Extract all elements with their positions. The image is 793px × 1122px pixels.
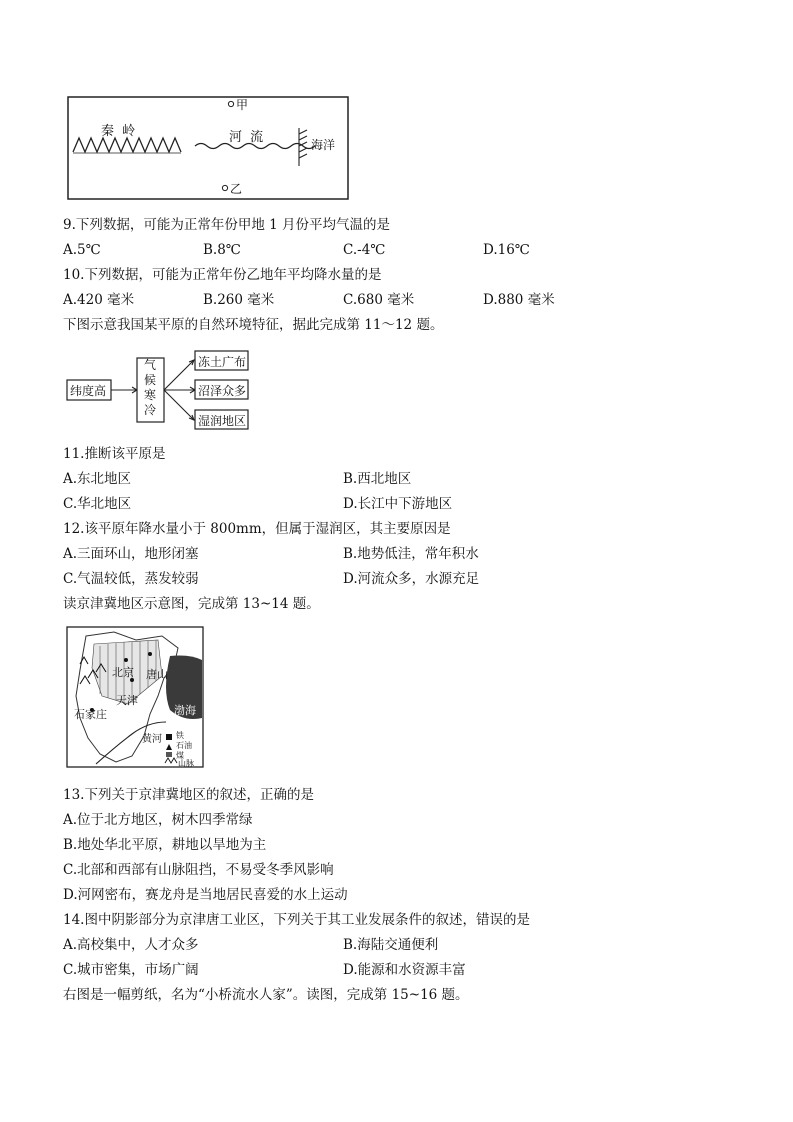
flow-middle-char-4: 冷 [144,403,157,417]
q11-option-b: B.西北地区 [343,471,412,487]
map-label-beijing: 北京 [112,666,134,679]
q9-option-b: B.8℃ [203,242,241,258]
q10-option-d: D.880 毫米 [483,292,555,308]
figure-qinling-river [67,96,349,200]
q13-option-a: A.位于北方地区，树木四季常绿 [63,812,253,828]
q12-option-a: A.三面环山，地形闭塞 [63,546,199,562]
label-jia: 甲 [236,98,249,112]
label-river: 河 流 [229,130,266,145]
q14-option-a: A.高校集中，人才众多 [63,937,199,953]
q12-option-d: D.河流众多，水源充足 [343,571,480,587]
q12-option-c: C.气温较低，蒸发较弱 [63,571,199,587]
flow-middle-char-2: 候 [144,373,157,387]
map-label-bohai: 渤海 [174,704,196,717]
intro-13-14: 读京津冀地区示意图，完成第 13~14 题。 [63,596,320,612]
q14-option-c: C.城市密集，市场广阔 [63,962,199,978]
question-10-stem: 10.下列数据，可能为正常年份乙地年平均降水量的是 [63,267,382,283]
question-9-stem: 9.下列数据，可能为正常年份甲地 1 月份平均气温的是 [63,217,391,233]
map-label-shijiazhuang: 石家庄 [74,708,107,721]
q14-option-d: D.能源和水资源丰富 [343,962,466,978]
question-13-stem: 13.下列关于京津冀地区的叙述，正确的是 [63,787,314,803]
q14-option-b: B.海陆交通便利 [343,937,439,953]
figure-qinling-svg [67,96,349,200]
label-qinling: 秦 岭 [101,124,138,139]
question-11-stem: 11.推断该平原是 [63,446,166,462]
label-yi: 乙 [230,182,243,196]
q11-option-d: D.长江中下游地区 [343,496,453,512]
legend-coal: 煤 [176,751,184,760]
intro-11-12: 下图示意我国某平原的自然环境特征，据此完成第 11～12 题。 [63,317,444,333]
q10-option-c: C.680 毫米 [343,292,415,308]
flow-start-label: 纬度高 [70,384,107,398]
legend-mountain: 山脉 [178,759,194,768]
map-label-tangshan: 唐山 [146,668,168,681]
q10-option-a: A.420 毫米 [63,292,135,308]
label-ocean: 海洋 [311,138,336,152]
question-12-stem: 12.该平原年降水量小于 800mm，但属于湿润区，其主要原因是 [63,521,451,537]
map-label-huanghe: 黄河 [142,734,162,745]
figure-jingjinji-map [66,626,204,768]
map-label-tianjin: 天津 [116,694,138,707]
q13-option-b: B.地处华北平原，耕地以旱地为主 [63,837,267,853]
legend-iron: 铁 [176,731,184,740]
question-14-stem: 14.图中阴影部分为京津唐工业区，下列关于其工业发展条件的叙述，错误的是 [63,912,530,928]
flow-middle-char-3: 寒 [144,388,157,402]
q13-option-d: D.河网密布，赛龙舟是当地居民喜爱的水上运动 [63,887,348,903]
q9-option-d: D.16℃ [483,242,530,258]
flow-outcome-3: 湿润地区 [198,414,247,428]
flow-outcome-1: 冻土广布 [198,355,247,369]
q9-option-a: A.5℃ [63,242,101,258]
intro-15-16: 右图是一幅剪纸，名为“小桥流水人家”。读图，完成第 15~16 题。 [63,987,469,1003]
q13-option-c: C.北部和西部有山脉阻挡，不易受冬季风影响 [63,862,334,878]
figure-flow-diagram [66,348,252,430]
flow-middle-char-1: 气 [144,358,157,372]
q9-option-c: C.-4℃ [343,242,386,258]
q11-option-c: C.华北地区 [63,496,132,512]
flow-outcome-2: 沼泽众多 [198,384,247,398]
q11-option-a: A.东北地区 [63,471,132,487]
legend-oil: 石油 [176,741,192,750]
q10-option-b: B.260 毫米 [203,292,275,308]
q12-option-b: B.地势低洼，常年积水 [343,546,479,562]
